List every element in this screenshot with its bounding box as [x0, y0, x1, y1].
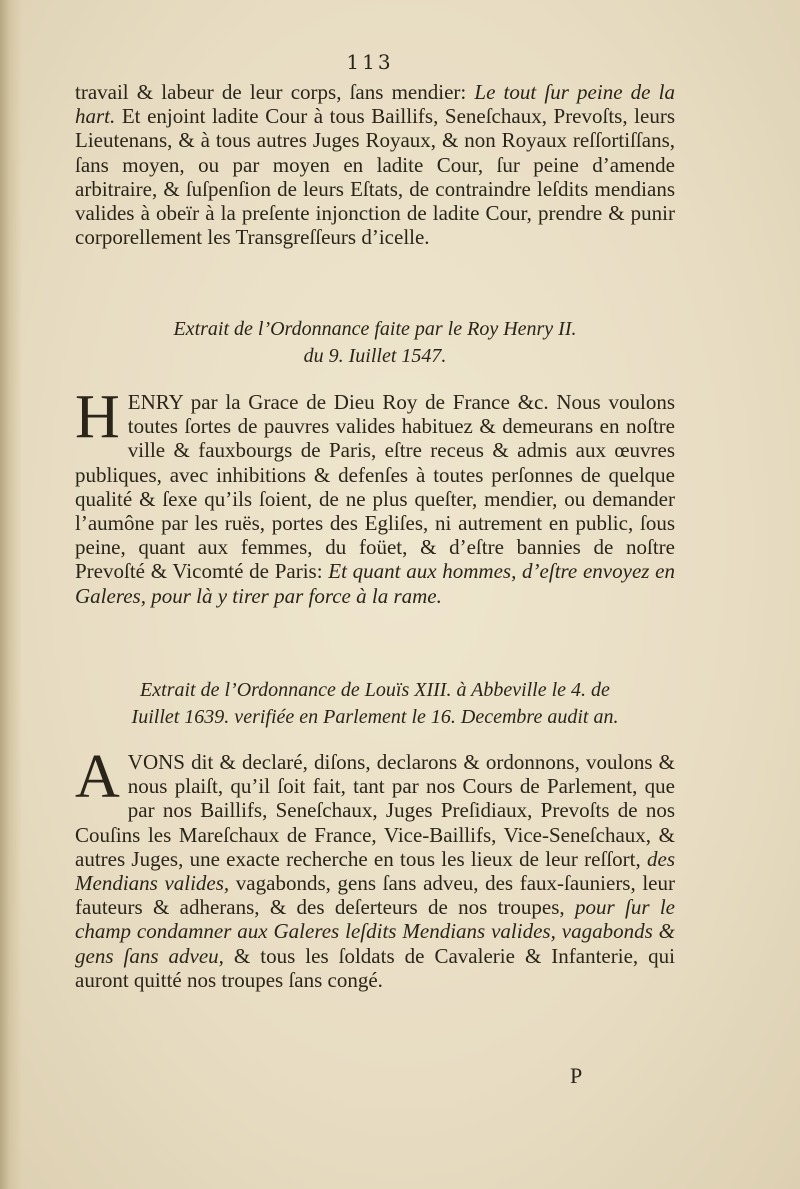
heading-louis-xiii	[75, 677, 675, 731]
para3-italic-b: pour ſur le champ condamner aux Galeres leſdits Mendians valides, vagabonds & gens ſans adveu,	[75, 895, 675, 968]
para2-text-a: ENRY par la Grace de Dieu Roy de France &c. Nous voulons toutes ſortes de pauvres valides habituez & demeurans en noſtre ville & fauxbourgs de Paris, eſtre receus & admis aux œuvres publiques, avec inhibitions & defenſes à toutes perſonnes de quelque qualité & ſexe qu’ils ſoient, de ne plus queſter, mendier, ou demander l’aumône par les ruës, portes des Egliſes, ni autrement en public, ſous peine, quant aux femmes, du foüet, & d’eſtre bannies de noſtre Prevoſté & Vicomté de Paris:	[75, 390, 675, 584]
heading-henry-ii	[75, 316, 675, 370]
para3-italic-a: des Mendians valides,	[75, 846, 675, 896]
para1-italic-a: Le tout ſur peine de la hart.	[75, 80, 675, 129]
para3-text-a: VONS dit & declaré, diſons, declarons & ordonnons, voulons & nous plaiſt, qu’il ſoit fait, tant par nos Cours de Parlement, que par nos Baillifs, Seneſchaux, Juges Preſidiaux, Prevoſts de nos Couſins les Mareſchaux de France, Vice-Baillifs, Vice-Seneſchaux, & autres Juges, une exacte recherche en tous les lieux de leur reſſort,	[75, 750, 675, 871]
page-number: 113	[346, 50, 394, 74]
heading2-line2: Iuillet 1639. verifiée en Parlement le 16. Decembre audit an.	[131, 706, 619, 728]
para3-text-b: vagabonds, gens ſans adveu, des faux-ſauniers, leur fauteurs & adherans, & des deſerteurs de nos troupes,	[75, 871, 675, 920]
paragraph-henry-ii	[75, 383, 675, 608]
paragraph-louis-xiii	[75, 743, 675, 992]
dropcap-h: H	[75, 383, 120, 451]
para1-text-a: travail & labeur de leur corps, ſans mendier:	[75, 80, 475, 104]
para3-text-c: & tous les ſoldats de Cavalerie & Infanterie, qui auront quitté nos troupes ſans congé.	[75, 943, 675, 992]
heading1-line1: Extrait de l’Ordonnance faite par le Roy Henry II.	[173, 318, 577, 340]
paragraph-continuation	[75, 80, 675, 249]
para1-text-b: Et enjoint ladite Cour à tous Baillifs, Seneſchaux, Prevoſts, leurs Lieutenans, & à tous autres Juges Royaux, & non Royaux reſſortiſſans, ſans moyen, ou par moyen en ladite Cour, ſur peine d’amende arbitraire, & ſuſpenſion de leurs Eſtats, de contraindre leſdits mendians valides à obeïr à la preſente injonction de ladite Cour, prendre & punir corporellement les Transgreſſeurs d’icelle.	[75, 104, 675, 250]
dropcap-a: A	[75, 743, 120, 811]
page-gutter-shadow	[0, 0, 22, 1189]
catchword: P	[570, 1063, 583, 1088]
heading2-line1: Extrait de l’Ordonnance de Louïs XIII. à Abbeville le 4. de	[140, 679, 610, 701]
heading1-line2: du 9. Iuillet 1547.	[303, 345, 447, 367]
para2-italic-a: Et quant aux hommes, d’eſtre envoyez en Galeres, pour là y tirer par force à la rame.	[75, 559, 675, 608]
